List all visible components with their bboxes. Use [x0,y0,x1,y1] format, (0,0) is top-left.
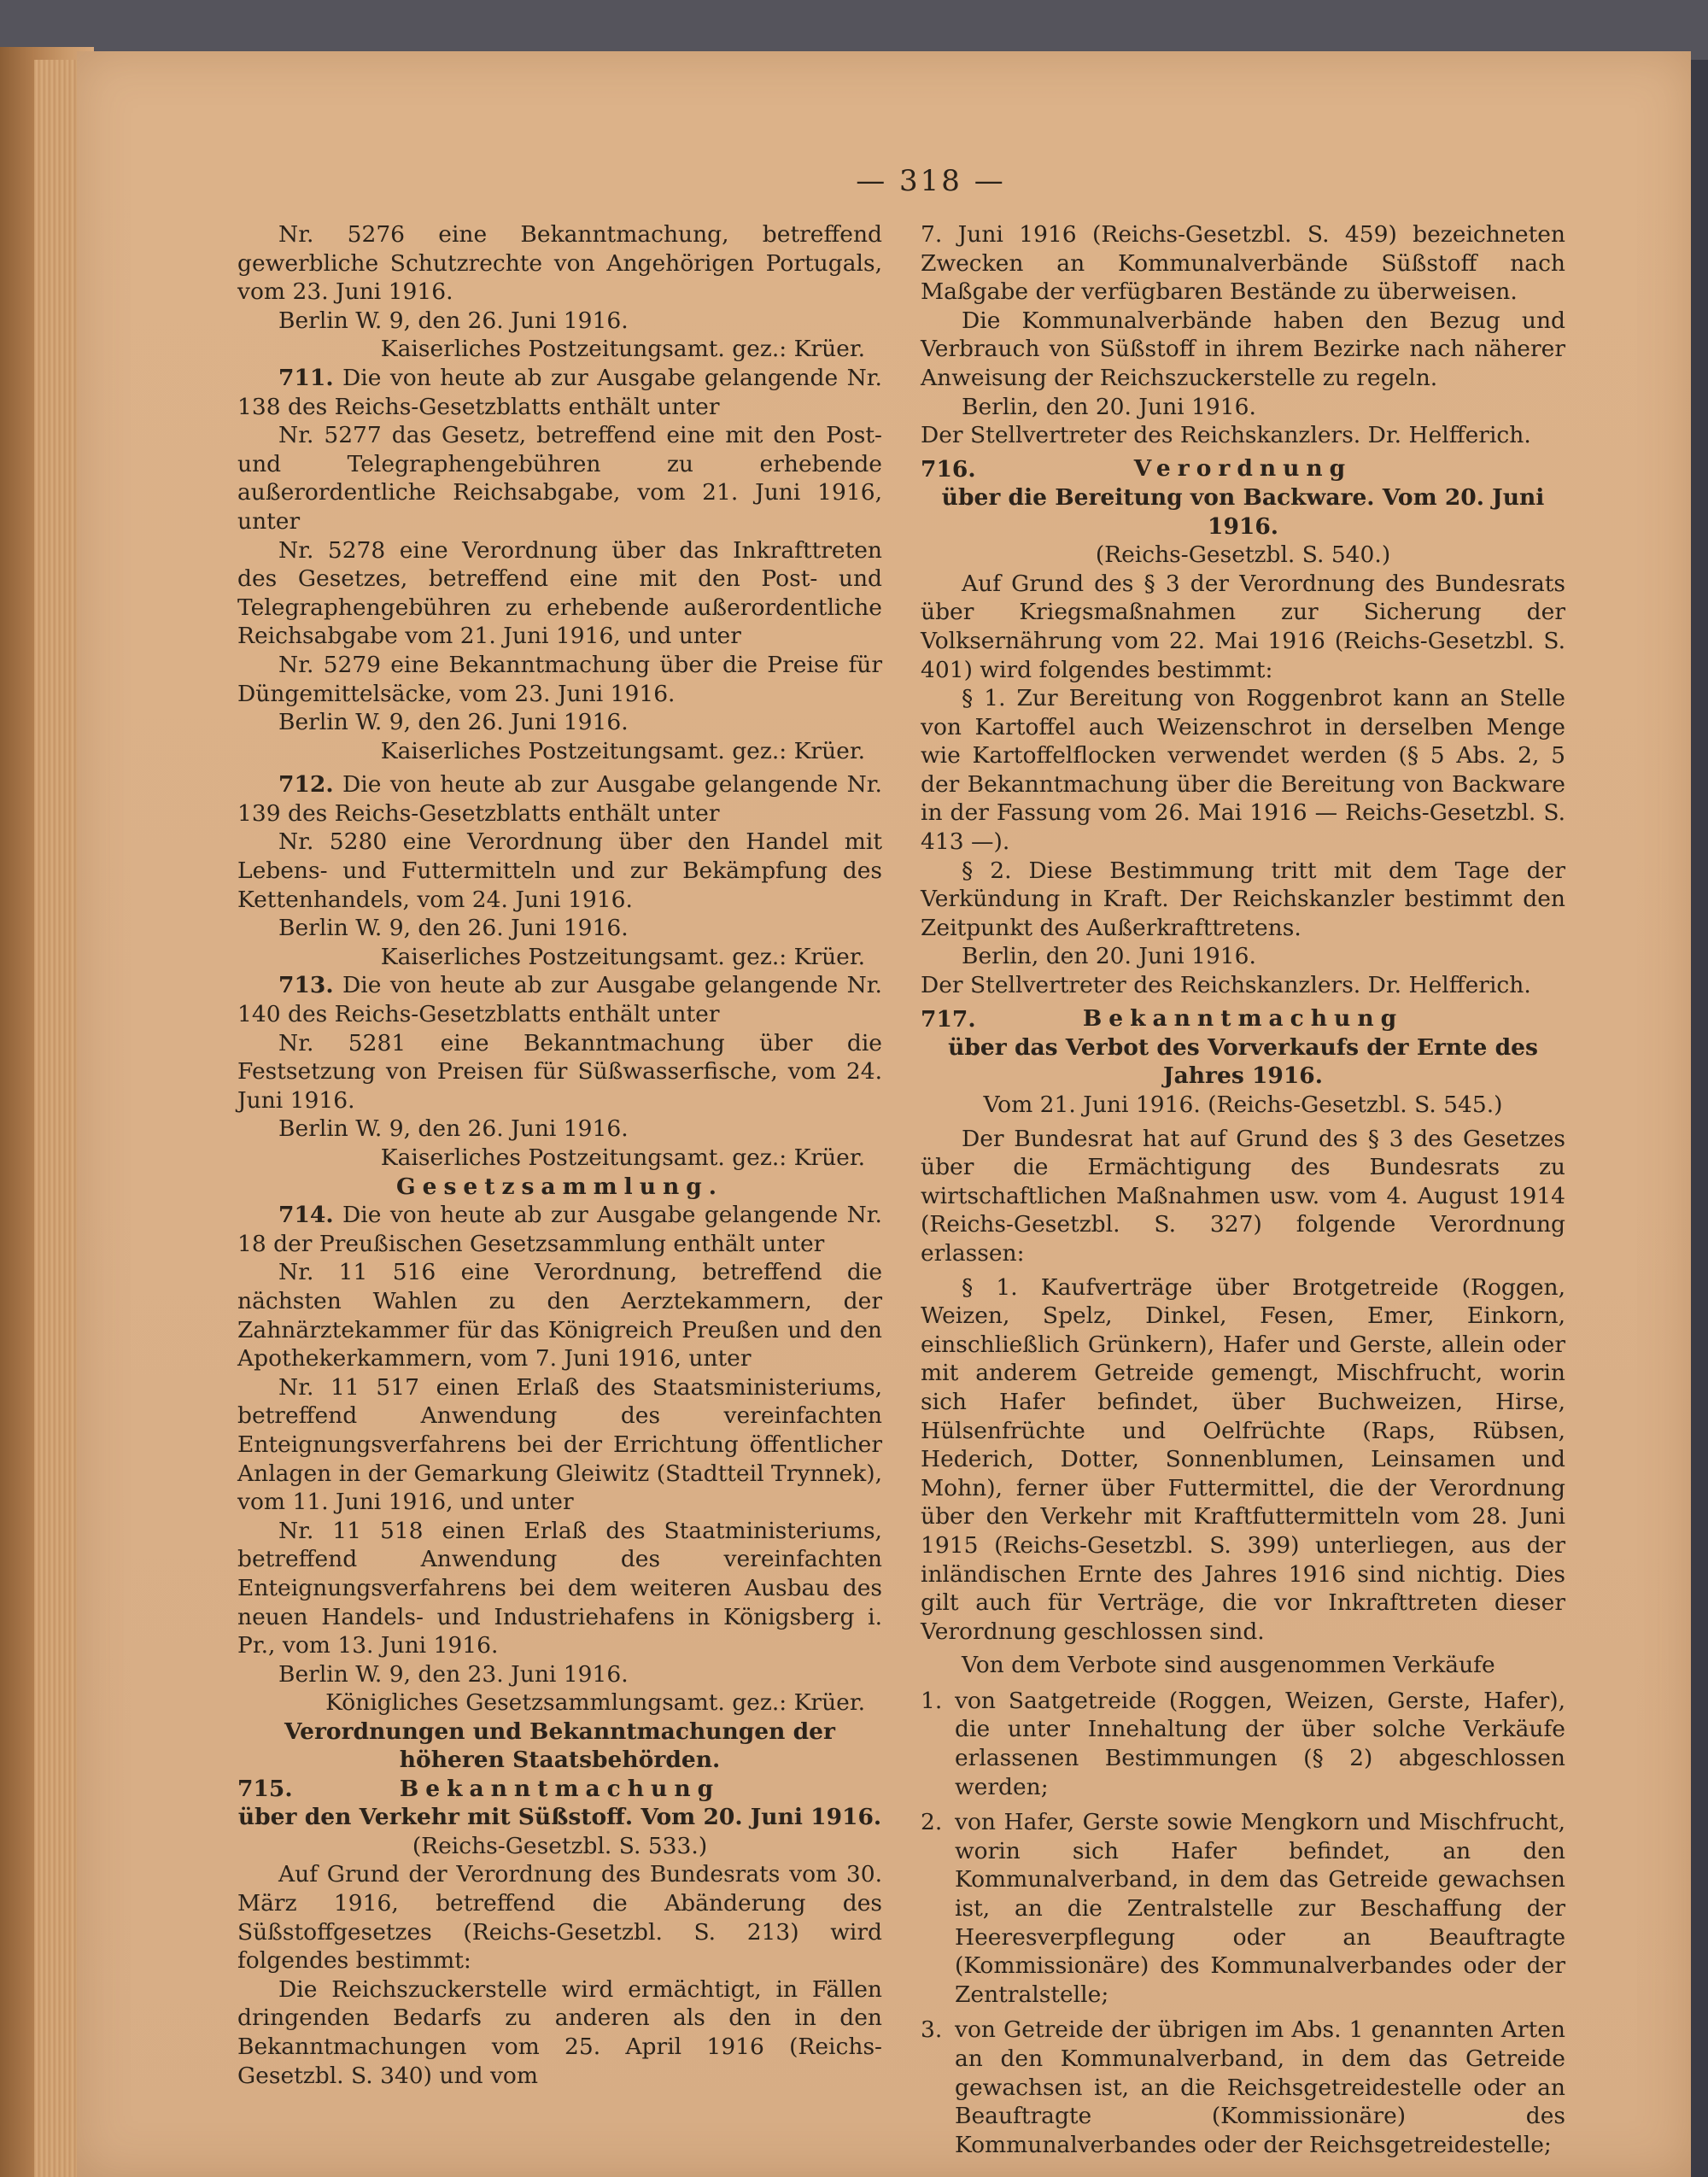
paragraph: Nr. 5279 eine Bekanntmachung über die Preise für Düngemittelsäcke, vom 23. Juni 1916. [237,651,882,707]
entry-title-date: Vom 21. Juni 1916. (Reichs-Gesetzbl. S. 545.) [983,1091,1503,1118]
date-line: Berlin W. 9, den 23. Juni 1916. [278,1660,629,1688]
entry-number: 713. [278,972,334,999]
paragraph: Die Kommunalverbände haben den Bezug und Verbrauch von Süßstoff in ihrem Bezirke nach näherer Anweisung der Reichszuckerstelle zu regeln. [921,307,1565,391]
entry-kind: Bekanntmachung [1082,1005,1404,1033]
section-heading: Verordnungen und Bekanntmachungen der höheren Staatsbehörden. [284,1718,836,1774]
entry-title: über das Verbot des Vorverkaufs der Ernte des Jahres 1916. [948,1033,1538,1090]
entry-number: 714. [278,1202,334,1229]
paragraph: Nr. 5278 eine Verordnung über das Inkrafttreten des Gesetzes, betreffend eine mit den Post- und Telegraphengebühren zu erhebende außerordentliche Reichsabgabe vom 21. Juni 1916, und unter [237,536,882,650]
paragraph: Nr. 11 516 eine Verordnung, betreffend die nächsten Wahlen zu den Aerztekammern, der Zahnärztekammer für das Königreich Preußen und den Apothekerkammern, vom 7. Juni 1916, unter [237,1259,882,1372]
entry-reference: (Reichs-Gesetzbl. S. 533.) [412,1832,708,1859]
paragraph: Von dem Verbote sind ausgenommen Verkäufe [962,1652,1495,1679]
signature: Kaiserliches Postzeitungsamt. gez.: Krüer. [380,1144,865,1171]
entry-number: 717. [921,1005,976,1033]
paragraph: § 1. Kaufverträge über Brotgetreide (Roggen, Weizen, Spelz, Dinkel, Fesen, Emer, Einkorn, einschließlich Grünkern), Hafer und Gerste, allein oder mit anderem Getreide gemengt, Mischfrucht, worin sich Hafer befindet, über Buchweizen, Hirse, Hülsenfrüchte und Oelfrüchte (Raps, Rübsen, Hederich, Dotter, Sonnenblumen, Leinsamen und Mohn), ferner über Futtermittel, die der Verordnung über den Verkehr mit Kraftfuttermitteln vom 28. Juni 1915 (Reichs-Gesetzbl. S. 399) unterliegen, aus der inländischen Ernte des Jahres 1916 sind nichtig. Dies gilt auch für Verträge, die vor Inkrafttreten dieser Verordnung geschlossen sind. [921,1273,1565,1645]
paragraph: 7. Juni 1916 (Reichs-Gesetzbl. S. 459) bezeichneten Zwecken an Kommunalverbände Süßstoff nach Maßgabe der verfügbaren Bestände zu überweisen. [921,221,1565,306]
entry-kind: Bekanntmachung [399,1775,721,1802]
date-line: Berlin W. 9, den 26. Juni 1916. [278,307,629,334]
entry-text: Die von heute ab zur Ausgabe gelangende Nr. 140 des Reichs-Gesetzblatts enthält unter [237,972,882,1028]
paragraph: § 2. Diese Bestimmung tritt mit dem Tage der Verkündung in Kraft. Der Reichskanzler bestimmt den Zeitpunkt des Außerkrafttretens. [921,857,1565,941]
entry-713 [237,971,882,1028]
paragraph: Nr. 5281 eine Bekanntmachung über die Festsetzung von Preisen für Süßwasserfische, vom 24. Juni 1916. [237,1029,882,1114]
list-item [921,1687,1565,1801]
entry-text: Die von heute ab zur Ausgabe gelangende Nr. 138 des Reichs-Gesetzblatts enthält unter [237,364,882,420]
paragraph: § 1. Zur Bereitung von Roggenbrot kann an Stelle von Kartoffel auch Weizenschrot in derselben Menge wie Kartoffelflocken verwendet werden (§ 5 Abs. 2, 5 der Bekanntmachung über die Bereitung von Backware in der Fassung vom 26. Mai 1916 — Reichs-Gesetzbl. S. 413 —). [921,685,1565,856]
list-item [921,1808,1565,2009]
signature: Der Stellvertreter des Reichskanzlers. Dr. Helfferich. [921,972,1531,999]
paragraph: Nr. 5276 eine Bekanntmachung, betreffend gewerbliche Schutzrechte von Angehörigen Portugals, vom 23. Juni 1916. [237,221,882,306]
page-number: — 318 — [856,164,1006,198]
exception-list [921,1687,1565,2160]
date-line: Berlin W. 9, den 26. Juni 1916. [278,1115,629,1143]
entry-number: 715. [237,1776,293,1803]
entry-714 [237,1201,882,1258]
signature: Kaiserliches Postzeitungsamt. gez.: Krüer. [380,943,865,970]
signature: Königliches Gesetzsammlungsamt. gez.: Krüer. [325,1689,865,1717]
date-line: Berlin, den 20. Juni 1916. [962,393,1256,420]
signature: Kaiserliches Postzeitungsamt. gez.: Krüer. [380,336,865,363]
right-column [921,220,1565,2166]
list-item-text: von Hafer, Gerste sowie Mengkorn und Mischfrucht, worin sich Hafer befindet, an den Kommunalverband, in dem das Getreide gewachsen ist, an die Zentralstelle zur Beschaffung der Heeresverpflegung oder an Beauftragte (Kommissionäre) des Kommunalverbandes oder der Zentralstelle; [955,1809,1565,2008]
list-item-number: 2. [921,1809,943,1836]
date-line: Berlin W. 9, den 26. Juni 1916. [278,709,629,736]
paragraph: Die Reichszuckerstelle wird ermächtigt, in Fällen dringenden Bedarfs zu anderen als den in den Bekanntmachungen vom 25. April 1916 (Reichs-Gesetzbl. S. 340) und vom [237,1975,882,2089]
left-column [237,220,882,2090]
paragraph: Auf Grund des § 3 der Verordnung des Bundesrats über Kriegsmaßnahmen zur Sicherung der Volksernährung vom 22. Mai 1916 (Reichs-Gesetzbl. S. 401) wird folgendes bestimmt: [921,570,1565,683]
entry-title: über die Bereitung von Backware. Vom 20. Juni 1916. [941,483,1545,540]
entry-kind: Verordnung [1133,455,1353,483]
list-item-number: 3. [921,2016,943,2044]
date-line: Berlin, den 20. Juni 1916. [962,943,1256,970]
entry-number: 716. [921,455,976,483]
paragraph: Der Bundesrat hat auf Grund des § 3 des Gesetzes über die Ermächtigung des Bundesrats zu wirtschaftlichen Maßnahmen usw. vom 4. August 1914 (Reichs-Gesetzbl. S. 327) folgende Verordnung erlassen: [921,1125,1565,1267]
list-item [921,2016,1565,2159]
entry-712 [237,770,882,828]
entry-number: 712. [278,771,334,799]
list-item-number: 1. [921,1687,943,1714]
section-heading: Gesetzsammlung. [395,1173,724,1200]
date-line: Berlin W. 9, den 26. Juni 1916. [278,915,629,942]
paragraph: Auf Grund der Verordnung des Bundesrats vom 30. März 1916, betreffend die Abänderung des Süßstoffgesetzes (Reichs-Gesetzbl. S. 213) wird folgendes bestimmt: [237,1861,882,1975]
paragraph: Nr. 5277 das Gesetz, betreffend eine mit den Post- und Telegraphengebühren zu erhebende außerordentliche Reichsabgabe, vom 21. Juni 1916, unter [237,422,882,535]
entry-reference: (Reichs-Gesetzbl. S. 540.) [1095,541,1391,569]
entry-number: 711. [278,364,334,391]
signature: Der Stellvertreter des Reichskanzlers. Dr. Helfferich. [921,422,1531,449]
entry-text: Die von heute ab zur Ausgabe gelangende Nr. 139 des Reichs-Gesetzblatts enthält unter [237,771,882,827]
paragraph: Nr. 5280 eine Verordnung über den Handel mit Lebens- und Futtermitteln und zur Bekämpfung des Kettenhandels, vom 24. Juni 1916. [237,828,882,913]
entry-711 [237,364,882,421]
entry-text: Die von heute ab zur Ausgabe gelangende Nr. 18 der Preußischen Gesetzsammlung enthält unter [237,1202,882,1257]
entry-title: über den Verkehr mit Süßstoff. Vom 20. Juni 1916. [237,1804,882,1831]
list-item-text: von Getreide der übrigen im Abs. 1 genannten Arten an den Kommunalverband, in dem das Getreide gewachsen ist, an die Reichsgetreidestelle oder an Beauftragte (Kommissionäre) des Kommunalverbandes oder der Reichsgetreidestelle; [955,2016,1565,2158]
signature: Kaiserliches Postzeitungsamt. gez.: Krüer. [380,737,865,764]
paragraph: Nr. 11 518 einen Erlaß des Staatministeriums, betreffend Anwendung des vereinfachten Enteignungsverfahrens bei dem weiteren Ausbau des neuen Handels- und Industriehafens in Königsberg i. Pr., vom 13. Juni 1916. [237,1517,882,1659]
list-item-text: von Saatgetreide (Roggen, Weizen, Gerste, Hafer), die unter Innehaltung der über solche Verkäufe erlassenen Bestimmungen (§ 2) abgeschlossen werden; [955,1687,1565,1800]
paragraph: Nr. 11 517 einen Erlaß des Staatsministeriums, betreffend Anwendung des vereinfachten Enteignungsverfahrens bei der Errichtung öffentlicher Anlagen in der Gemarkung Gleiwitz (Stadtteil Trynnek), vom 11. Juni 1916, und unter [237,1373,882,1516]
